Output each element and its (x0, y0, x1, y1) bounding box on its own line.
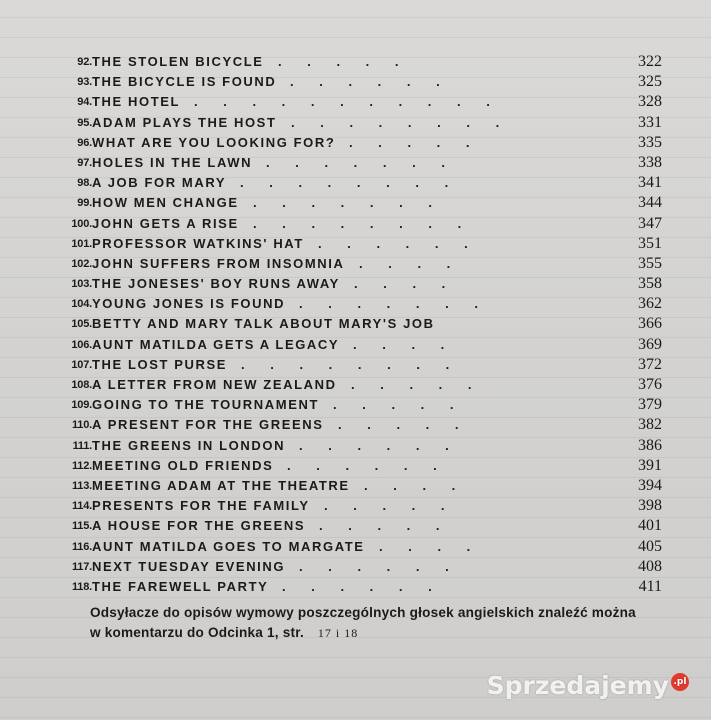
chapter-title: A PRESENT FOR THE GREENS (92, 417, 324, 433)
chapter-title: NEXT TUESDAY EVENING (92, 558, 286, 574)
toc-entry (62, 395, 672, 415)
leader-dots: . . . . . (338, 417, 470, 433)
toc-entry (62, 456, 672, 476)
page-number: 362 (638, 295, 662, 313)
page-number: 341 (638, 174, 662, 192)
page-number: 411 (638, 577, 662, 595)
leader-dots: . . . . (364, 477, 467, 493)
leader-dots: . . . . . (278, 54, 410, 69)
chapter-number: 118. (71, 580, 92, 593)
chapter-number: 102. (71, 257, 92, 270)
page-number: 372 (638, 355, 662, 373)
chapter-title: THE LOST PURSE (92, 356, 228, 372)
chapter-title: AUNT MATILDA GETS A LEGACY (92, 336, 340, 352)
leader-dots: . . . . . (324, 498, 456, 514)
page-number: 358 (638, 275, 662, 293)
page-number: 351 (638, 234, 662, 252)
leader-dots: . . . . (359, 255, 462, 271)
leader-dots: . . . . . . . (266, 154, 456, 170)
toc-entry (62, 476, 672, 496)
chapter-title: PRESENTS FOR THE FAMILY (92, 498, 310, 514)
footnote-page-ref: 17 i 18 (317, 626, 359, 640)
toc-entry (62, 415, 672, 435)
chapter-title: PROFESSOR WATKINS' HAT (92, 235, 304, 251)
page-number: 391 (638, 456, 662, 474)
leader-dots: . . . . . (333, 397, 465, 413)
page-number: 401 (638, 517, 662, 535)
chapter-title: THE STOLEN BICYCLE (92, 54, 264, 69)
chapter-number: 105. (71, 318, 92, 331)
chapter-number: 101. (71, 237, 92, 250)
chapter-number: 103. (71, 278, 92, 291)
toc-entry (62, 52, 672, 72)
chapter-number: 100. (71, 217, 92, 230)
toc-entry (62, 214, 672, 234)
leader-dots: . . . . . (319, 518, 451, 534)
page-number: 347 (638, 214, 662, 232)
chapter-title: AUNT MATILDA GOES TO MARGATE (92, 538, 365, 554)
page-number: 382 (638, 416, 662, 434)
leader-dots: . . . . . . . . (291, 114, 511, 130)
toc-entry (62, 294, 672, 314)
chapter-number: 106. (71, 338, 92, 351)
watermark-text: Sprzedajemy (486, 671, 669, 700)
chapter-title: HOLES IN THE LAWN (92, 154, 253, 170)
leader-dots: . . . . . . . . (241, 356, 461, 372)
page-number: 369 (638, 335, 662, 353)
chapter-title: WHAT ARE YOU LOOKING FOR? (92, 134, 336, 150)
toc-entry (62, 335, 672, 355)
chapter-number: 115. (71, 520, 92, 533)
toc-entry (62, 113, 672, 133)
leader-dots: . . . . . . (287, 457, 448, 473)
watermark-logo (487, 671, 689, 700)
footnote-text: Odsyłacze do opisów wymowy poszczególnych głosek angielskich znaleźć można w komentarzu do Odcinka 1, str. (90, 605, 636, 640)
leader-dots: . . . . . (351, 377, 483, 392)
toc-entry (62, 577, 672, 597)
chapter-number: 113. (71, 479, 92, 492)
toc-entry (62, 355, 672, 375)
chapter-number: 108. (71, 379, 92, 391)
leader-dots: . . . . (354, 276, 457, 292)
toc-entry (62, 375, 672, 395)
chapter-number: 97. (77, 156, 92, 169)
page-number: 328 (638, 93, 662, 111)
toc-entry (62, 274, 672, 294)
chapter-number: 104. (71, 298, 92, 311)
chapter-number: 107. (71, 358, 92, 371)
page-number: 408 (638, 557, 662, 575)
toc-entry (62, 537, 672, 557)
chapter-title: HOW MEN CHANGE (92, 195, 239, 211)
chapter-number: 109. (71, 399, 92, 412)
page-number: 398 (638, 497, 662, 515)
leader-dots: . . . . . (349, 134, 481, 150)
chapter-title: THE BICYCLE IS FOUND (92, 74, 277, 90)
leader-dots: . . . . . . . . (240, 175, 460, 191)
chapter-number: 110. (71, 419, 92, 432)
page-number: 325 (638, 73, 662, 91)
chapter-number: 95. (77, 116, 92, 129)
page-number: 366 (638, 315, 662, 333)
chapter-number: 112. (71, 459, 92, 472)
table-of-contents (62, 52, 672, 597)
chapter-title: JOHN SUFFERS FROM INSOMNIA (92, 255, 345, 271)
toc-entry (62, 436, 672, 456)
toc-entry (62, 254, 672, 274)
leader-dots: . . . . . . . (299, 296, 489, 312)
leader-dots: . . . . . . . . . . . (194, 94, 501, 110)
toc-entry (62, 496, 672, 516)
page-number: 335 (638, 133, 662, 151)
page-number: 405 (638, 537, 662, 555)
leader-dots: . . . . . . (318, 235, 479, 251)
chapter-title: THE FAREWELL PARTY (92, 578, 269, 594)
toc-entry (62, 193, 672, 213)
toc-entry (62, 92, 672, 112)
page-number: 386 (638, 436, 662, 454)
chapter-title: JOHN GETS A RISE (92, 215, 239, 231)
chapter-title: A HOUSE FOR THE GREENS (92, 518, 306, 534)
toc-entry (62, 133, 672, 153)
chapter-title: YOUNG JONES IS FOUND (92, 296, 286, 312)
chapter-number: 99. (77, 197, 92, 210)
toc-entry (62, 557, 672, 577)
toc-entry (62, 314, 672, 334)
chapter-number: 94. (77, 96, 92, 109)
leader-dots: . . . . (353, 336, 456, 352)
leader-dots: . . . . . . (290, 74, 451, 90)
page-number: 331 (638, 113, 662, 131)
page-number: 379 (638, 396, 662, 414)
toc-entry (62, 153, 672, 173)
chapter-title: GOING TO THE TOURNAMENT (92, 397, 319, 413)
chapter-title: BETTY AND MARY TALK ABOUT MARY'S JOB (92, 316, 435, 332)
chapter-title: MEETING ADAM AT THE THEATRE (92, 477, 350, 493)
chapter-number: 111. (72, 439, 92, 452)
footnote (90, 603, 650, 643)
toc-entry (62, 516, 672, 536)
chapter-title: A JOB FOR MARY (92, 175, 227, 191)
toc-entry (62, 173, 672, 193)
chapter-number: 96. (77, 136, 92, 149)
chapter-number: 93. (77, 76, 92, 89)
chapter-number: 117. (71, 560, 92, 573)
page-number: 338 (638, 153, 662, 171)
leader-dots: . . . . (379, 538, 482, 554)
page-number: 376 (638, 376, 662, 393)
toc-entry (62, 72, 672, 92)
leader-dots: . . . . . . (299, 558, 460, 574)
toc-entry (62, 234, 672, 254)
chapter-title: THE GREENS IN LONDON (92, 437, 286, 453)
chapter-number: 116. (71, 540, 92, 553)
watermark-suffix: .pl (671, 673, 689, 691)
chapter-number: 92. (77, 56, 92, 68)
chapter-title: MEETING OLD FRIENDS (92, 457, 274, 473)
page-number: 355 (638, 254, 662, 272)
page-number: 394 (638, 476, 662, 494)
leader-dots: . . . . . . (282, 578, 443, 594)
chapter-title: THE HOTEL (92, 94, 181, 110)
page-number: 322 (638, 53, 662, 70)
chapter-number: 114. (71, 500, 92, 513)
chapter-title: ADAM PLAYS THE HOST (92, 114, 277, 130)
page-number: 344 (638, 194, 662, 212)
chapter-title: A LETTER FROM NEW ZEALAND (92, 377, 337, 392)
leader-dots: . . . . . . (299, 437, 460, 453)
leader-dots: . . . . . . . . (253, 215, 473, 231)
chapter-number: 98. (77, 177, 92, 190)
leader-dots: . . . . . . . (253, 195, 443, 211)
chapter-title: THE JONESES' BOY RUNS AWAY (92, 276, 340, 292)
